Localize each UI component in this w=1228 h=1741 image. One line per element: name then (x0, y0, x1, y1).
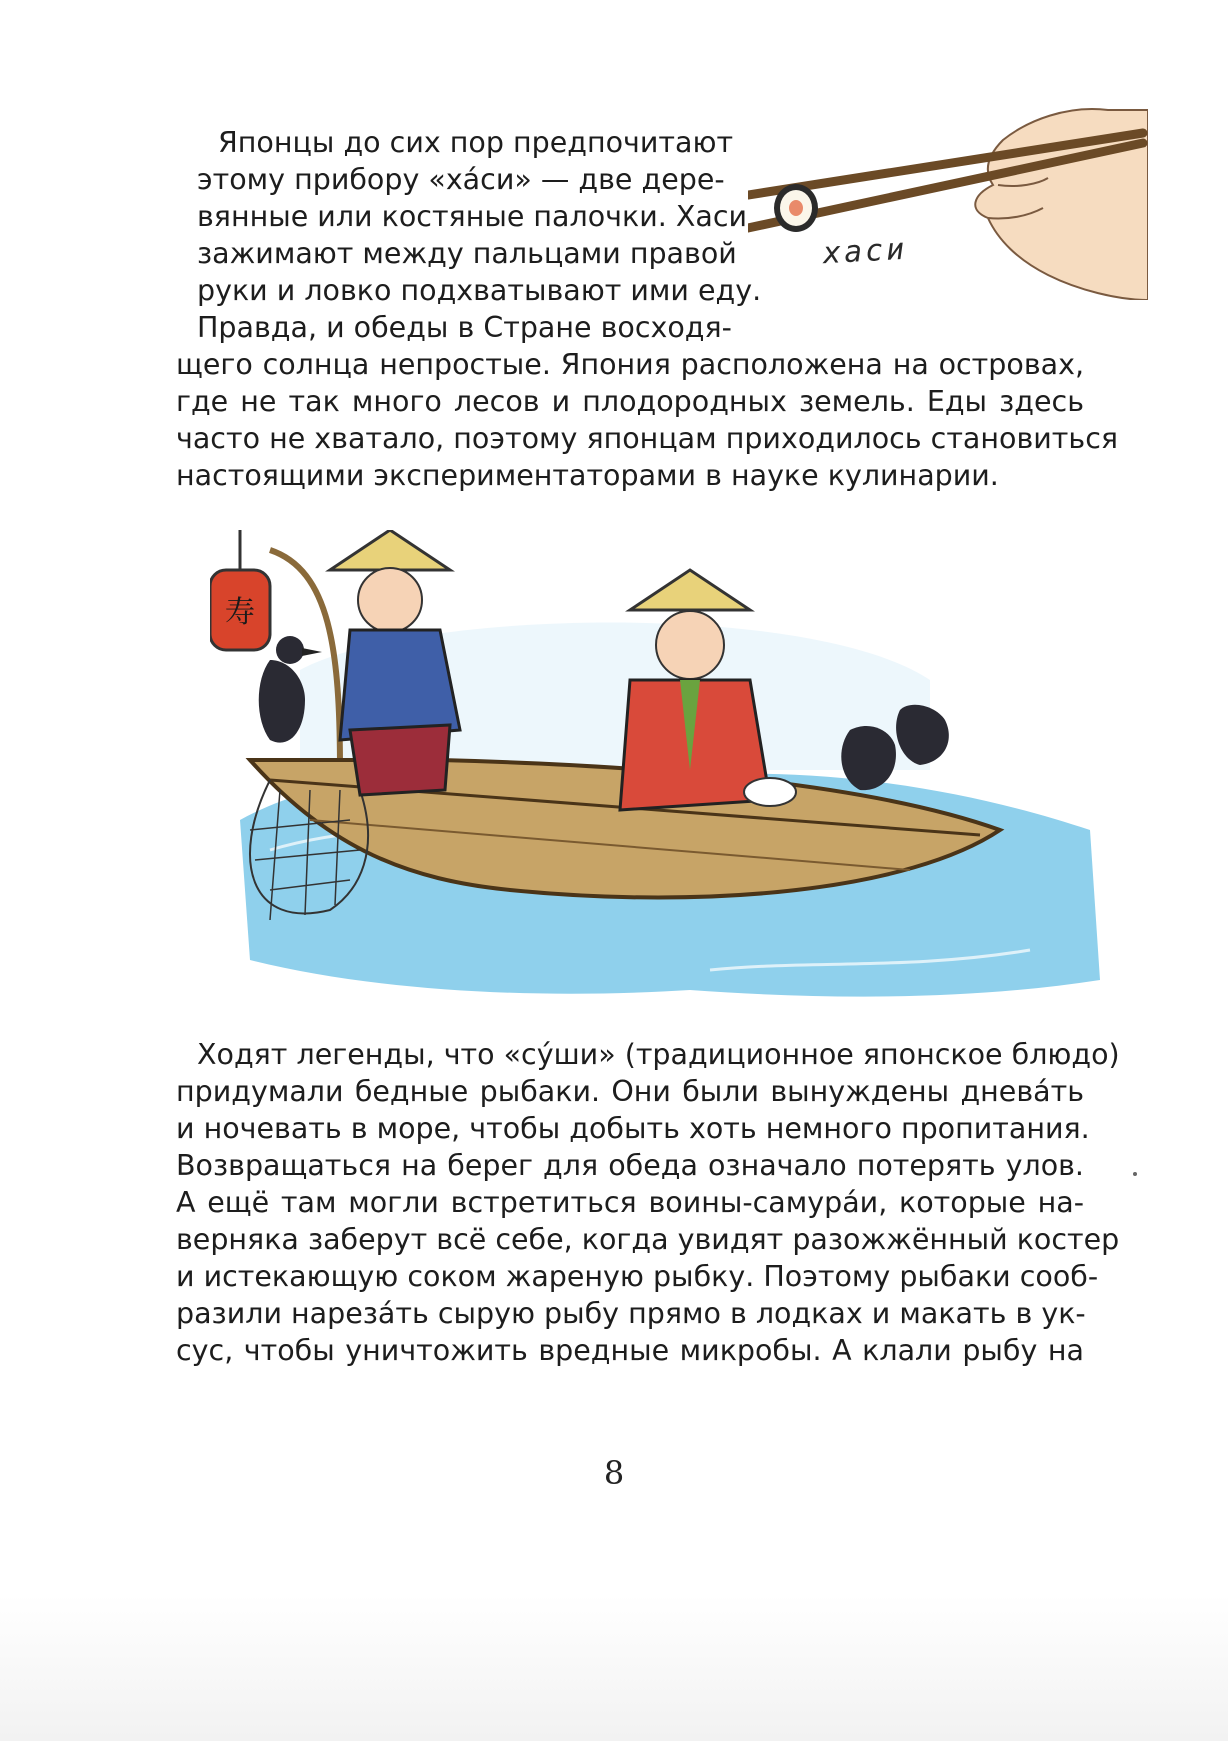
text-line: Ходят легенды, что «су́ши» (традиционное японское блюдо) (197, 1038, 1120, 1071)
text-line: сус, чтобы уничтожить вредные микробы. А клали рыбу на (176, 1334, 1084, 1367)
text-line: руки и ловко подхватывают ими еду. (197, 274, 762, 307)
scan-speck (1133, 1172, 1137, 1176)
text-line: разили нареза́ть сырую рыбу прямо в лодках и макать в ук- (176, 1297, 1086, 1330)
svg-text:寿: 寿 (225, 595, 255, 630)
paragraph-2 (176, 1036, 1120, 1369)
text-line: щего солнца непростые. Япония расположена на островах, (176, 348, 1084, 381)
text-line: этому прибору «ха́си» — две дере- (197, 163, 725, 196)
text-line: вянные или костяные палочки. Хаси (197, 200, 748, 233)
text-line: зажимают между пальцами правой (197, 237, 737, 270)
text-line: и ночевать в море, чтобы добыть хоть немного пропитания. (176, 1112, 1090, 1145)
text-line: Японцы до сих пор предпочитают (218, 126, 734, 159)
chopsticks-illustration (748, 100, 1148, 300)
text-line: Правда, и обеды в Стране восходя- (197, 311, 732, 344)
paragraph-1-continuation (176, 346, 1119, 494)
paragraph-1 (197, 124, 762, 346)
fishermen-boat-illustration (210, 530, 1110, 1030)
chopsticks-label: хаси (822, 231, 909, 272)
text-line: где не так много лесов и плодородных земель. Еды здесь (176, 385, 1084, 418)
text-line: Возвращаться на берег для обеда означало потерять улов. (176, 1149, 1084, 1182)
text-line: придумали бедные рыбаки. Они были вынуждены днева́ть (176, 1075, 1084, 1108)
text-line: А ещё там могли встретиться воины-самура́и, которые на- (176, 1186, 1084, 1219)
text-line: настоящими экспериментаторами в науке кулинарии. (176, 459, 999, 492)
text-line: и истекающую соком жареную рыбку. Поэтому рыбаки сооб- (176, 1260, 1099, 1293)
text-line: часто не хватало, поэтому японцам приходилось становиться (176, 422, 1119, 455)
scan-margin (0, 1595, 1228, 1741)
page-number: 8 (603, 1454, 625, 1492)
text-line: верняка заберут всё себе, когда увидят разожжённый костер (176, 1223, 1120, 1256)
